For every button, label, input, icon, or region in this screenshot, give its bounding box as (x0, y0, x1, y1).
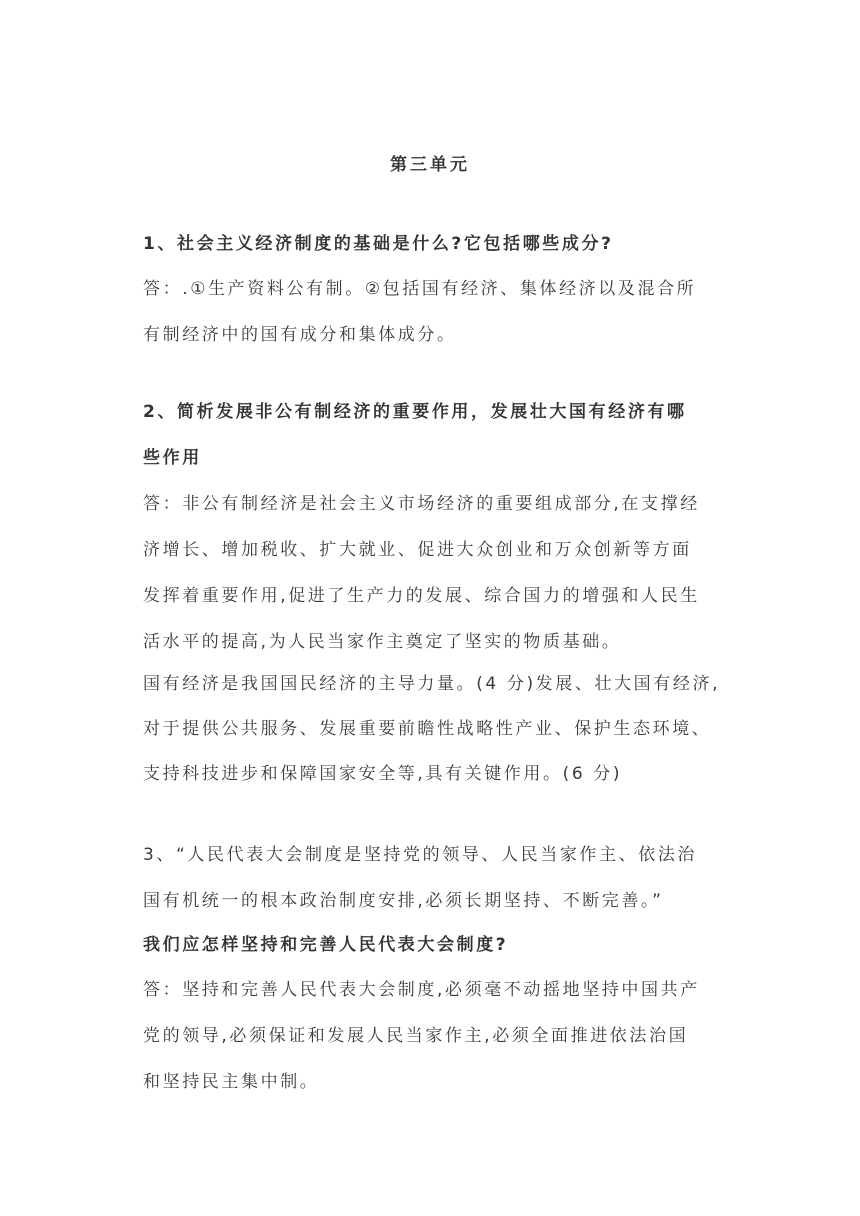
q2-answer-line-2: 济增长、增加税收、扩大就业、促进大众创业和万众创新等方面 (143, 540, 692, 560)
document-title: 第三单元 (390, 155, 470, 175)
q2-question-line-1: 2、简析发展非公有制经济的重要作用，发展壮大国有经济有哪 (143, 402, 687, 422)
q2-answer-line-7: 支持科技进步和保障国家安全等,具有关键作用。(6 分) (143, 764, 623, 784)
q3-question: 我们应怎样坚持和完善人民代表大会制度? (143, 935, 509, 955)
q3-answer-line-2: 党的领导,必须保证和发展人民当家作主,必须全面推进依法治国 (143, 1026, 689, 1046)
q2-answer-line-6: 对于提供公共服务、发展重要前瞻性战略性产业、保护生态环境、 (143, 719, 712, 739)
q2-question-line-2: 些作用 (143, 448, 202, 468)
q1-question: 1、社会主义经济制度的基础是什么?它包括哪些成分? (143, 234, 614, 254)
q3-answer-line-3: 和坚持民主集中制。 (143, 1072, 320, 1092)
q3-answer-line-1: 答：坚持和完善人民代表大会制度,必须毫不动摇地坚持中国共产 (143, 980, 700, 1000)
q2-answer-line-1: 答：非公有制经济是社会主义市场经济的重要组成部分,在支撑经 (143, 494, 700, 514)
q3-quote-line-2: 国有机统一的根本政治制度安排,必须长期坚持、不断完善。” (143, 891, 664, 911)
q3-quote-line-1: 3、“人民代表大会制度是坚持党的领导、人民当家作主、依法治 (143, 845, 698, 865)
q2-answer-line-4: 活水平的提高,为人民当家作主奠定了坚实的物质基础。 (143, 632, 622, 652)
q1-answer-line-2: 有制经济中的国有成分和集体成分。 (143, 325, 457, 345)
q1-answer-line-1: 答：.①生产资料公有制。②包括国有经济、集体经济以及混合所 (143, 279, 697, 299)
q2-answer-line-5: 国有经济是我国国民经济的主导力量。(4 分)发展、壮大国有经济, (143, 674, 721, 694)
q2-answer-line-3: 发挥着重要作用,促进了生产力的发展、综合国力的增强和人民生 (143, 586, 700, 606)
